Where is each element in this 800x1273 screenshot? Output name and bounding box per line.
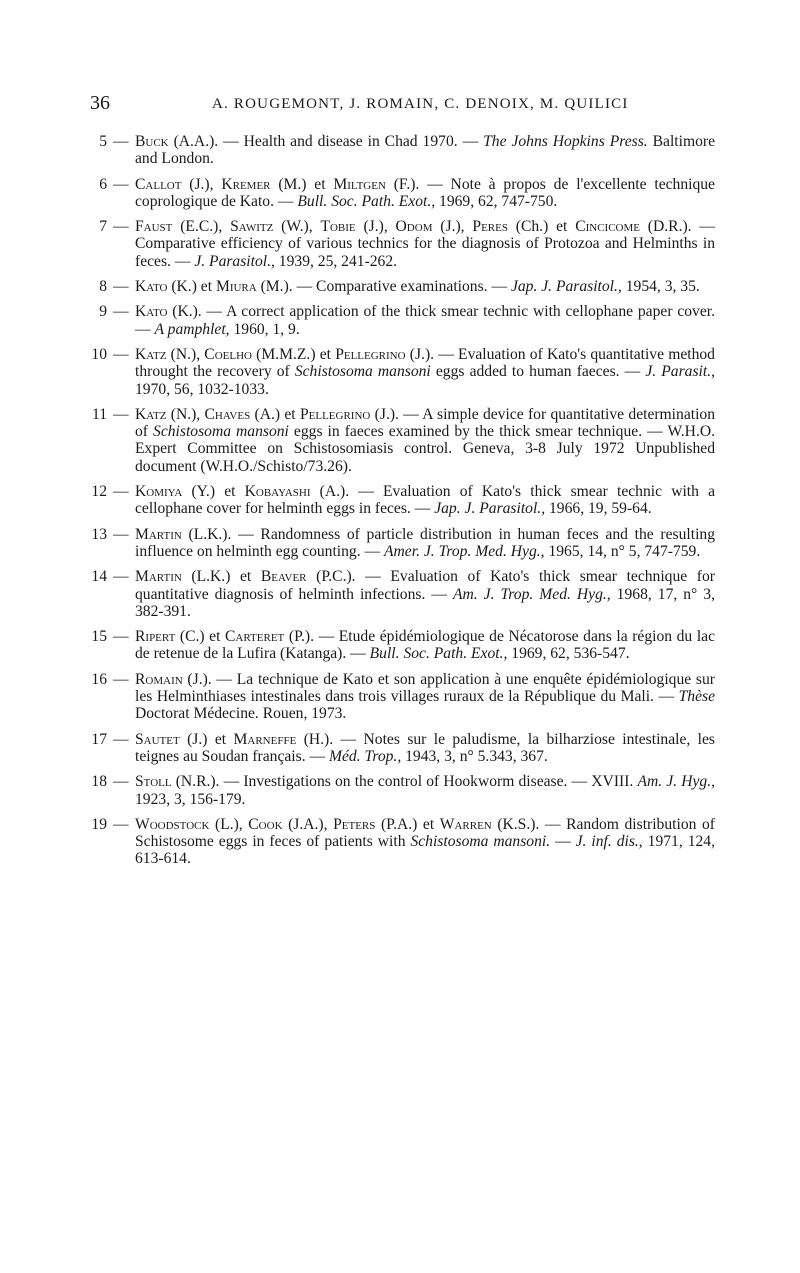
reference-segment: 1965, 14, n° 5, 747-759. [544, 542, 701, 560]
reference-dash: — [113, 303, 129, 321]
reference-entry [90, 176, 715, 211]
reference-segment: (P.). — Etude épidémiologique de Nécatorose dans la région du lac de retenue de la Lufira (Katanga). — [135, 628, 716, 663]
reference-dash: — [113, 628, 129, 646]
reference-text [135, 568, 715, 620]
author-name: Beaver [260, 568, 307, 586]
reference-number: 19 [91, 815, 107, 833]
reference-segment: 1971, 124, 613-614. [135, 833, 715, 868]
author-name: Buck [135, 133, 169, 150]
reference-segment: (P.C.). — Evaluation of Kato's thick smear technique for quantitative diagnosis of helminth infections. — [135, 568, 715, 603]
reference-segment: 1960, 1, 9. [229, 320, 300, 338]
reference-segment: (P.A.) et [375, 815, 440, 833]
reference-dash: — [113, 815, 129, 833]
reference-list [90, 133, 715, 876]
author-name: Sawitz [230, 218, 274, 236]
reference-dash: — [113, 525, 129, 543]
reference-segment: (J.A.), [282, 815, 334, 833]
reference-segment: 1969, 62, 747-750. [435, 192, 558, 210]
reference-segment: (W.), [273, 218, 321, 236]
reference-dash: — [113, 670, 129, 688]
reference-dash: — [113, 278, 129, 296]
reference-segment: (M.M.Z.) et [251, 345, 336, 363]
reference-segment: (K.) et [167, 278, 216, 296]
reference-segment: (Y.) et [182, 483, 245, 501]
reference-text [135, 526, 715, 561]
author-name: Carteret [225, 628, 285, 646]
italic-text: Amer. J. Trop. Med. Hyg., [384, 542, 545, 560]
italic-text: Jap. J. Parasitol., [434, 500, 546, 518]
reference-text [135, 176, 715, 211]
author-name: Tobie [320, 218, 356, 236]
reference-text [135, 671, 715, 723]
author-name: Peres [472, 218, 508, 236]
reference-number: 7 [99, 218, 107, 236]
reference-dash: — [113, 568, 129, 586]
reference-text [135, 773, 715, 808]
reference-segment: (J.), [432, 218, 473, 236]
reference-segment: (F.). — Note à propos de l'excellente technique coprologique de Kato. — [135, 175, 715, 210]
reference-dash: — [113, 405, 129, 423]
reference-text [135, 628, 715, 663]
reference-segment: (N.R.). — Investigations on the control of Hookworm disease. — XVIII. [171, 773, 638, 791]
author-name: Romain [135, 670, 183, 688]
reference-number: 12 [91, 483, 107, 501]
reference-text [135, 218, 715, 270]
reference-number: 14 [91, 568, 107, 586]
reference-entry [90, 671, 715, 723]
reference-dash: — [113, 175, 129, 193]
reference-text [135, 483, 715, 518]
author-name: Kobayashi [244, 483, 311, 501]
italic-text: Am. J. Hyg., [637, 773, 715, 791]
reference-dash: — [113, 133, 129, 150]
reference-entry [90, 218, 715, 270]
reference-text [135, 816, 715, 868]
reference-text [135, 303, 715, 338]
italic-text: J. Parasit., [645, 363, 715, 381]
reference-number: 6 [99, 175, 107, 193]
reference-segment: Baltimore and London. [135, 133, 715, 168]
author-name: Komiya [135, 483, 183, 501]
reference-entry [90, 628, 715, 663]
author-name: Woodstock [135, 815, 210, 833]
reference-text [135, 346, 715, 398]
reference-segment: (L.), [209, 815, 249, 833]
author-name: Miura [215, 278, 257, 296]
reference-segment: (H.). — Notes sur le paludisme, la bilharziose intestinale, les teignes au Soudan français. — [135, 730, 715, 765]
reference-entry [90, 816, 715, 868]
italic-text: Bull. Soc. Path. Exot., [297, 192, 436, 210]
reference-segment: (N.), [166, 345, 205, 363]
author-name: Marneffe [233, 730, 297, 748]
reference-segment: 1923, 3, 156-179. [135, 790, 246, 808]
page-number: 36 [90, 92, 110, 114]
reference-segment: (J.). — La technique de Kato et son application à une enquête épidémiologique sur les Helminthiases intestinales dans trois villages ruraux de la République du Mali. — [135, 670, 715, 706]
italic-text: The Johns Hopkins Press. [483, 133, 648, 150]
reference-segment: — [550, 833, 576, 851]
author-name: Cook [248, 815, 283, 833]
author-name: Callot [135, 175, 182, 193]
reference-segment: (J.), [181, 175, 222, 193]
author-name: Peters [333, 815, 376, 833]
italic-text: Schistosoma mansoni [153, 423, 289, 441]
reference-dash: — [113, 730, 129, 748]
author-name: Ripert [135, 628, 176, 646]
author-name: Kato [135, 278, 168, 296]
reference-segment: (N.), [166, 405, 205, 423]
italic-text: Bull. Soc. Path. Exot., [369, 645, 508, 663]
author-name: Kato [135, 303, 168, 321]
reference-text [135, 406, 715, 475]
reference-number: 16 [91, 670, 107, 688]
reference-text [135, 278, 715, 295]
author-name: Stoll [135, 773, 172, 791]
reference-segment: 1970, 56, 1032-1033. [135, 380, 269, 398]
author-name: Warren [439, 815, 492, 833]
reference-number: 17 [91, 730, 107, 748]
reference-segment: (J.). — A simple device for quantitative determination of [135, 405, 715, 441]
reference-number: 15 [91, 628, 107, 646]
author-name: Kremer [221, 175, 271, 193]
italic-text: Schistosoma mansoni. [410, 833, 551, 851]
reference-segment: 1969, 62, 536-547. [507, 645, 630, 663]
italic-text: Jap. J. Parasitol., [510, 278, 622, 296]
reference-segment: (A.A.). — Health and disease in Chad 1970. — [168, 133, 484, 150]
reference-entry [90, 731, 715, 766]
author-name: Katz [135, 405, 167, 423]
author-name: Odom [395, 218, 433, 236]
reference-segment: (A.) et [250, 405, 300, 423]
author-name: Katz [135, 345, 167, 363]
reference-entry [90, 406, 715, 475]
reference-segment: (E.C.), [172, 218, 231, 236]
author-name: Pellegrino [299, 405, 371, 423]
italic-text: Méd. Trop., [329, 747, 402, 765]
author-name: Faust [135, 218, 173, 236]
running-title: A. ROUGEMONT, J. ROMAIN, C. DENOIX, M. QUILICI [212, 96, 629, 112]
reference-number: 18 [91, 773, 107, 791]
reference-segment: eggs in faeces examined by the thick smear technique. — W.H.O. Expert Committee on Schistosomiasis control. Geneva, 3-8 July 1972 Unpublished document (W.H.O./Schisto/73.26). [135, 423, 715, 475]
reference-entry [90, 526, 715, 561]
reference-entry [90, 278, 715, 295]
reference-segment: (L.K.). — Randomness of particle distribution in human feces and the resulting influence on helminth egg counting. — [135, 525, 715, 560]
reference-segment: (D.R.). — Comparative efficiency of various technics for the diagnosis of Protozoa and Helminths in feces. — [135, 218, 715, 270]
reference-entry [90, 773, 715, 808]
reference-number: 11 [91, 405, 107, 423]
reference-dash: — [113, 483, 129, 501]
reference-segment: (K.S.). — Random distribution of Schistosome eggs in feces of patients with [135, 815, 715, 851]
author-name: Miltgen [333, 175, 386, 193]
reference-dash: — [113, 773, 129, 791]
reference-number: 5 [99, 133, 107, 150]
italic-text: J. inf. dis., [575, 833, 643, 851]
reference-segment: (C.) et [175, 628, 226, 646]
reference-segment: (J.) et [179, 730, 234, 748]
reference-dash: — [113, 345, 129, 363]
reference-segment: (L.K.) et [181, 568, 261, 586]
reference-segment: (J.). — Evaluation of Kato's quantitative method throught the recovery of [135, 345, 715, 381]
italic-text: Schistosoma mansoni [294, 363, 431, 381]
reference-dash: — [113, 218, 129, 236]
reference-text [135, 133, 715, 168]
italic-text: A pamphlet, [154, 320, 230, 338]
italic-text: Am. J. Trop. Med. Hyg., [452, 585, 611, 603]
reference-number: 13 [91, 525, 107, 543]
reference-entry [90, 346, 715, 398]
reference-segment: 1939, 25, 241-262. [274, 252, 398, 270]
italic-text: J. Parasitol., [194, 252, 275, 270]
page-header [90, 92, 715, 120]
author-name: Chaves [204, 405, 251, 423]
author-name: Coelho [204, 345, 252, 363]
reference-entry [90, 568, 715, 620]
reference-segment: (A.). — Evaluation of Kato's thick smear technic with a cellophane cover for helminth eggs in feces. — [135, 483, 716, 518]
reference-segment: (M.). — Comparative examinations. — [256, 278, 511, 296]
reference-number: 9 [99, 303, 107, 321]
author-name: Sautet [135, 730, 180, 748]
reference-segment: 1968, 17, n° 3, 382-391. [135, 585, 715, 620]
reference-entry [90, 133, 715, 168]
reference-number: 10 [91, 345, 107, 363]
reference-segment: 1943, 3, n° 5.343, 367. [401, 747, 548, 765]
author-name: Cincicome [575, 218, 640, 236]
author-name: Martin [135, 568, 182, 586]
reference-segment: Doctorat Médecine. Rouen, 1973. [135, 705, 347, 723]
reference-entry [90, 303, 715, 338]
reference-segment: 1954, 3, 35. [621, 278, 700, 296]
reference-text [135, 731, 715, 766]
reference-number: 8 [99, 278, 107, 296]
author-name: Pellegrino [335, 345, 406, 363]
reference-entry [90, 483, 715, 518]
reference-segment: (M.) et [270, 175, 334, 193]
italic-text: Thèse [678, 688, 715, 706]
reference-segment: 1966, 19, 59-64. [545, 500, 652, 518]
reference-segment: eggs added to human faeces. — [430, 363, 646, 381]
reference-segment: (K.). — A correct application of the thick smear technic with cellophane paper cover. — [135, 303, 715, 338]
author-name: Martin [135, 525, 182, 543]
reference-segment: (J.), [355, 218, 396, 236]
reference-segment: (Ch.) et [507, 218, 576, 236]
